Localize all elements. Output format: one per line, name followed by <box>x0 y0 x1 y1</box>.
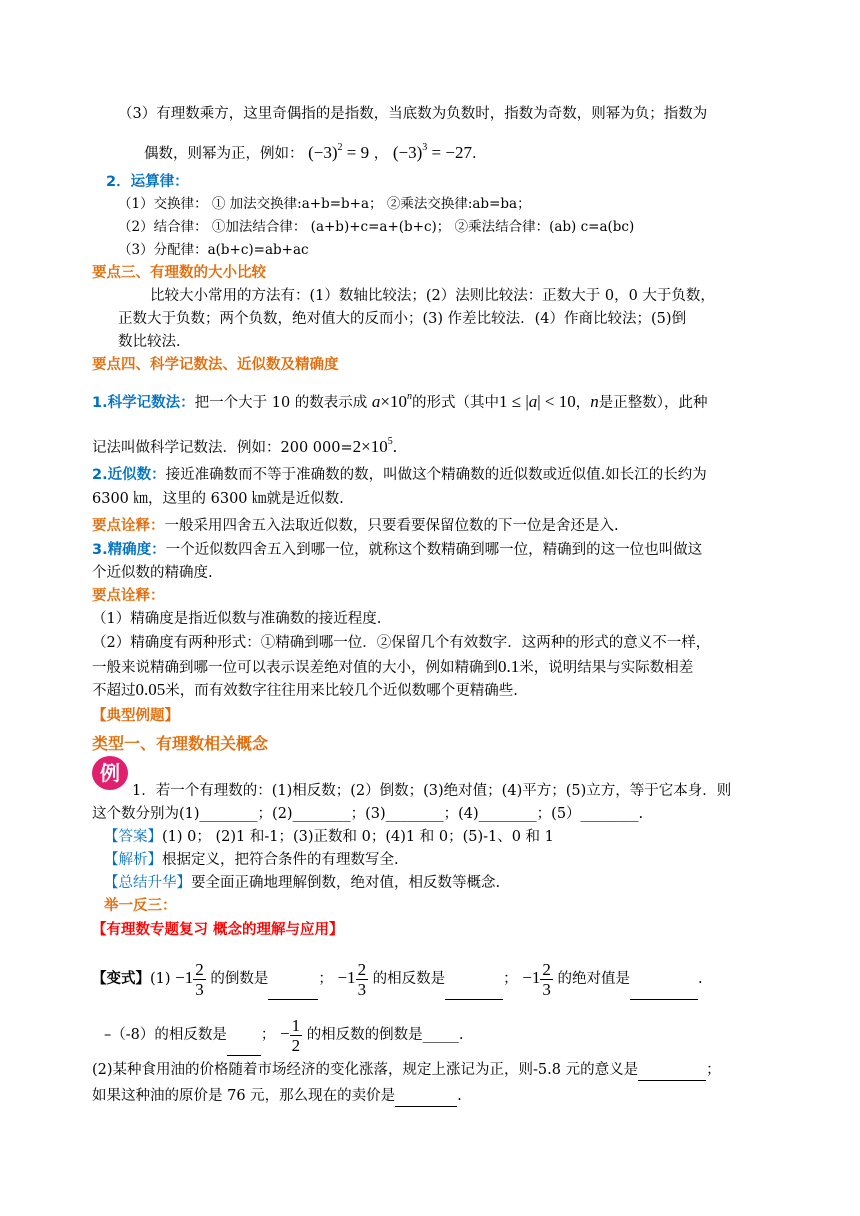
separator: ， <box>373 146 389 162</box>
note-2-line-3: 一般来说精确到哪一位可以表示误差绝对值的大小，例如精确到0.1米，说明结果与实际数相差 <box>92 657 694 676</box>
heading-practice: 举一反三： <box>104 898 177 914</box>
note-2-line-4: 不超过0.05米，而有效数字往往用来比较几个近似数哪个更精确些. <box>92 680 518 699</box>
power-example-math-2: $(-3)^3 = -27$ <box>392 142 472 162</box>
question-2-line-1: (2)某种食用油的价格随着市场经济的变化涨落，规定上涨记为正，则-5.8 元的意义是 ； <box>92 1060 721 1081</box>
law-associative: （2）结合律： ①加法结合律： (a+b)+c=a+(b+c)； ②乘法结合律：(ab) c=a(bc) <box>118 219 635 235</box>
law-commutative: （1）交换律： ① 加法交换律:a+b=b+a； ②乘法交换律:ab=ba； <box>118 196 531 212</box>
point3-line-3: 数比较法． <box>118 334 191 350</box>
question-1-line-1: 1．若一个有理数的：(1)相反数；(2）倒数；(3)绝对值；(4)平方；(5)立方，等于它本身．则 <box>132 783 732 799</box>
approx-line-2: 6300 ㎞，这里的 6300 ㎞就是近似数. <box>92 491 344 507</box>
fraction-two-thirds: $\frac{2}{3}$ <box>195 959 204 999</box>
law-distributive: （3）分配律：a(b+c)=ab+ac <box>118 242 309 258</box>
precision-label: 3.精确度： <box>92 542 166 558</box>
note-2-line-2: （2）精确度有两种形式：①精确到哪一位．②保留几个有效数字．这两种的形式的意义不一样， <box>92 635 711 651</box>
power-example-line: 偶数，则幂为正，例如： $(-3)^2 = 9$ ， $(-3)^3 = -27$. <box>144 142 477 162</box>
heading-point-4: 要点四、科学记数法、近似数及精确度 <box>92 357 339 373</box>
sci-notation-example: $2\times 10^5$. <box>352 436 397 456</box>
question-2-line-2: 如果这种油的原价是 76 元，那么现在的卖价是 . <box>92 1086 462 1107</box>
summary-label: 【总结升华】 <box>104 875 191 891</box>
variant-line-2: –（-8）的相反数是 ； − $\frac{1}{2}$ 的相反数的倒数是_____. <box>104 1015 464 1055</box>
sci-notation-range: 1 ≤ |a| < 10 <box>498 392 576 411</box>
approx-label: 2.近似数： <box>92 467 166 483</box>
note-1-label: 要点诠释： <box>92 518 165 534</box>
heading-operation-laws: 2．运算律： <box>106 174 189 190</box>
heading-examples: 【典型例题】 <box>92 708 179 724</box>
precision-line-1: 3.精确度：一个近似数四舍五入到哪一位，就称这个数精确到哪一位，精确到的这一位也叫做这 <box>92 542 703 558</box>
variant-label: 【变式】 <box>92 970 150 987</box>
power-example-text: 偶数，则幂为正，例如： <box>144 146 304 162</box>
power-example-math-1: $(-3)^2 = 9$ <box>308 142 370 162</box>
note-1: 要点诠释：一般采用四舍五入法取近似数，只要看要保留位数的下一位是舍还是入. <box>92 518 619 534</box>
sci-notation-line-2: 记法叫做科学记数法．例如：200 $000=2\times 10^5$. <box>92 436 397 456</box>
fraction-two-thirds: $\frac{2}{3}$ <box>542 959 551 999</box>
example-badge-icon: 例 <box>92 756 128 790</box>
summary: 【总结升华】要全面正确地理解倒数，绝对值，相反数等概念. <box>104 875 501 891</box>
explanation-label: 【解析】 <box>104 852 162 868</box>
sci-notation-formula: $a\times 10^n$ <box>371 391 412 411</box>
blank-3 <box>630 959 698 1000</box>
blank-1 <box>268 959 318 1000</box>
variant-line-1: 【变式】(1) −1 $\frac{2}{3}$ 的倒数是 ； −1 $\frac{2}{3}$ 的相反数是 ； −1 $\frac{2}{3}$ 的绝对值是 . <box>92 959 703 999</box>
blank-4 <box>227 1015 261 1056</box>
sci-notation-label: 1.科学记数法： <box>92 395 195 411</box>
answer: 【答案】(1) 0； (2)1 和-1；(3)正数和 0；(4)1 和 0；(5)-1、0 和 1 <box>104 829 554 845</box>
blank-2 <box>445 959 503 1000</box>
explanation: 【解析】根据定义，把符合条件的有理数写全. <box>104 852 399 868</box>
blank-5 <box>638 1060 706 1081</box>
point3-line-2: 正数大于负数；两个负数，绝对值大的反而小；(3) 作差比较法．(4）作商比较法；(5)倒 <box>118 311 687 327</box>
precision-line-2: 个近似数的精确度. <box>92 565 213 581</box>
point3-line-1: 比较大小常用的方法有：(1）数轴比较法；(2）法则比较法：正数大于 0，0 大于负数， <box>150 288 715 304</box>
note-2-label: 要点诠释： <box>92 588 165 604</box>
approx-line-1: 2.近似数：接近准确数而不等于准确数的数，叫做这个精确数的近似数或近似值.如长江的长约为 <box>92 467 707 483</box>
para-power-rule: （3）有理数乘方，这里奇偶指的是指数，当底数为负数时，指数为奇数，则幂为负；指数为 <box>118 106 708 122</box>
blank-6 <box>395 1086 457 1107</box>
note-2-line-1: （1）精确度是指近似数与准确数的接近程度. <box>92 611 382 627</box>
answer-label: 【答案】 <box>104 829 162 845</box>
fraction-two-thirds: $\frac{2}{3}$ <box>357 959 367 999</box>
sci-notation-line-1: 1.科学记数法：把一个大于 10 的数表示成 $a\times 10^n$的形式（其中1 ≤ |a| < 10，n是正整数），此种 <box>92 391 708 411</box>
heading-point-3: 要点三、有理数的大小比较 <box>92 265 266 281</box>
heading-type-1: 类型一、有理数相关概念 <box>92 734 269 753</box>
fraction-one-half: $\frac{1}{2}$ <box>291 1015 301 1055</box>
question-1-line-2: 这个数分别为(1)________；(2)________；(3)________；(4)________；(5）________. <box>92 806 644 822</box>
heading-review: 【有理数专题复习 概念的理解与应用】 <box>92 922 344 938</box>
